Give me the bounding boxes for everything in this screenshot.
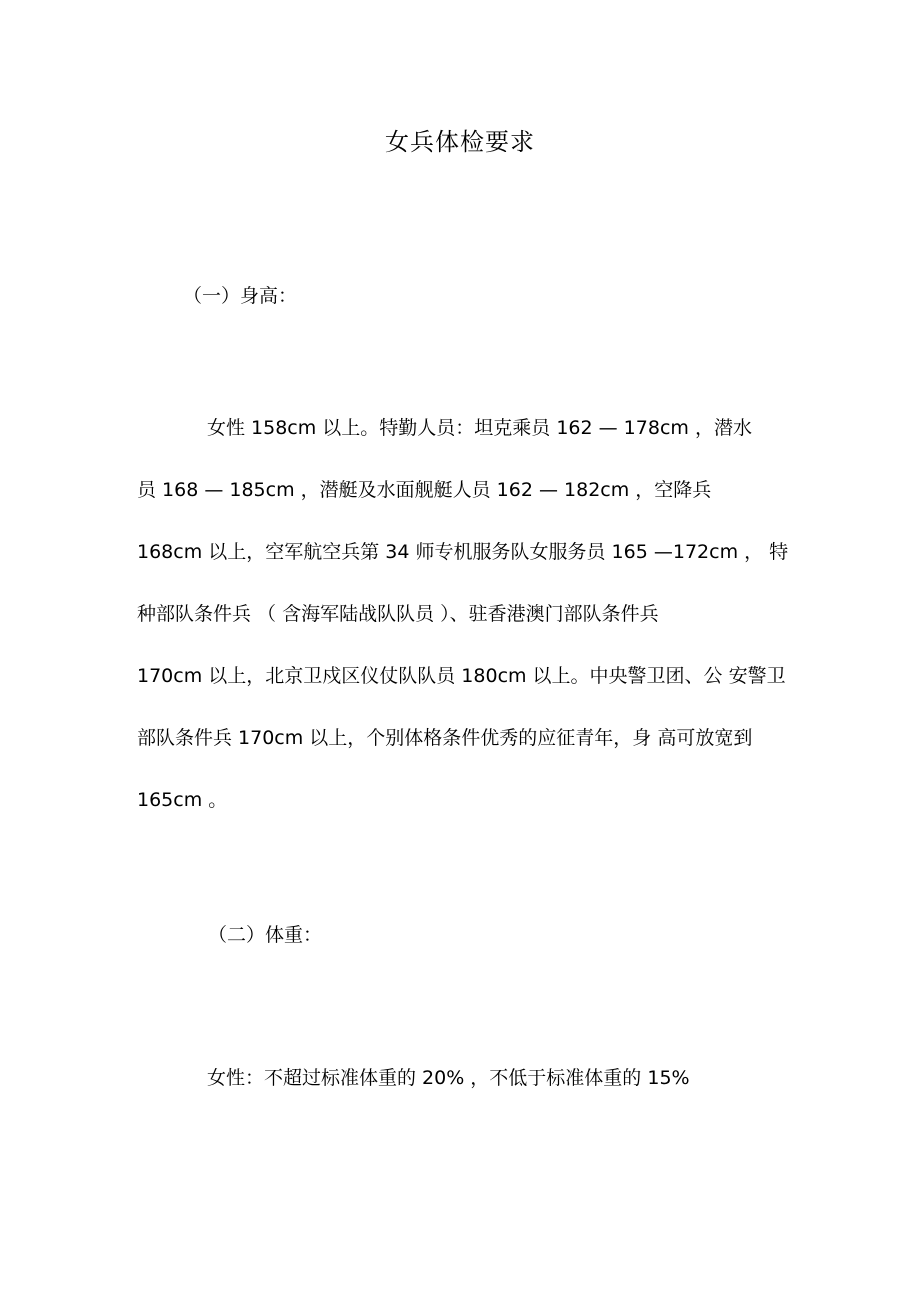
height-paragraph-line: 部队条件兵 170cm 以上，个别体格条件优秀的应征青年，身 高可放宽到 xyxy=(137,727,753,749)
height-paragraph-line: 170cm 以上，北京卫戍区仪仗队队员 180cm 以上。中央警卫团、公 安警卫 xyxy=(137,665,786,687)
section-heading-weight: （二）体重： xyxy=(208,924,323,946)
height-paragraph-line: 165cm 。 xyxy=(137,789,228,811)
height-paragraph-line: 员 168 — 185cm ，潜艇及水面舰艇人员 162 — 182cm ，空降兵 xyxy=(137,479,712,501)
weight-paragraph-line: 女性：不超过标准体重的 20% ，不低于标准体重的 15% xyxy=(207,1067,690,1089)
section-heading-height: （一）身高： xyxy=(183,285,298,307)
height-paragraph-line: 168cm 以上，空军航空兵第 34 师专机服务队女服务员 165 —172cm ， 特 xyxy=(137,541,789,563)
document-title: 女兵体检要求 xyxy=(385,128,535,156)
height-paragraph-line: 女性 158cm 以上。特勤人员：坦克乘员 162 — 178cm ，潜水 xyxy=(207,417,752,439)
height-paragraph-line: 种部队条件兵 （ 含海军陆战队队员 ）、驻香港澳门部队条件兵 xyxy=(137,603,659,625)
